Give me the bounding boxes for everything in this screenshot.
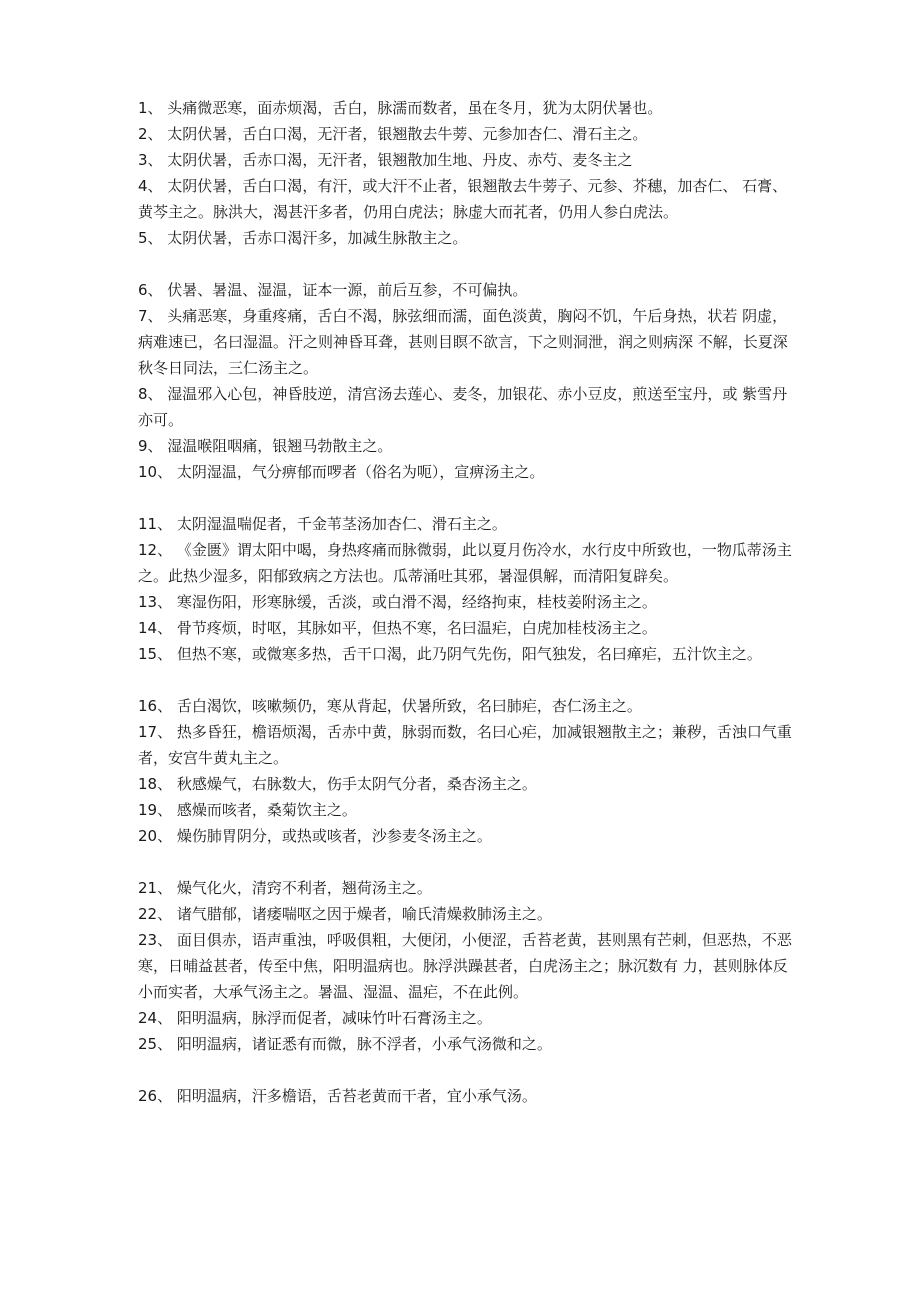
list-item: 12、 《金匮》谓太阳中喝，身热疼痛而脉微弱，此以夏月伤冷水，水行皮中所致也，一物瓜蒂汤主之。此热少湿多，阳郁致病之方法也。瓜蒂涌吐其邪，暑湿俱解，而清阳复辟矣。 (138, 541, 792, 585)
list-item: 25、 阳明温病，诸证悉有而微，脉不浮者，小承气汤微和之。 (138, 1035, 552, 1053)
list-item: 11、 太阴湿温喘促者，千金苇茎汤加杏仁、滑石主之。 (138, 515, 507, 533)
list-item: 26、 阳明温病，汗多檐语，舌苔老黄而干者，宜小承气汤。 (138, 1087, 537, 1105)
list-item: 20、 燥伤肺胃阴分，或热或咳者，沙参麦冬汤主之。 (138, 827, 492, 845)
paragraph-gap (138, 251, 798, 277)
list-item: 19、 感燥而咳者，桑菊饮主之。 (138, 801, 357, 819)
paragraph-gap (138, 667, 798, 693)
list-item: 22、 诸气腊郁，诸痿喘呕之因于燥者，喻氏清燥救肺汤主之。 (138, 905, 552, 923)
list-item: 16、 舌白渴饮，咳嗽频仍，寒从背起，伏暑所致，名曰肺疟，杏仁汤主之。 (138, 697, 642, 715)
list-item: 4、 太阴伏暑，舌白口渴，有汗，或大汗不止者，银翘散去牛蒡子、元参、芥穗，加杏仁、 石膏、黄芩主之。脉洪大，渴甚汗多者，仍用白虎法；脉虚大而芤者，仍用人参白虎法。 (138, 177, 788, 221)
list-item: 7、 头痛恶寒，身重疼痛，舌白不渴，脉弦细而濡，面色淡黄，胸闷不饥，午后身热，状若 阴虚，病难速已，名曰湿温。汗之则神昏耳聋，甚则目瞑不欲言，下之则洞泄，润之则病深 不解，长夏深秋冬日同法，三仁汤主之。 (138, 307, 788, 377)
list-item: 3、 太阴伏暑，舌赤口渴，无汗者，银翘散加生地、丹皮、赤芍、麦冬主之 (138, 151, 633, 169)
paragraph-gap (138, 485, 798, 511)
list-item: 15、 但热不寒，或微寒多热，舌干口渴，此乃阴气先伤，阳气独发，名曰瘅疟，五汁饮主之。 (138, 645, 762, 663)
document-page (138, 95, 798, 1109)
list-item: 9、 湿温喉阻咽痛，银翘马勃散主之。 (138, 437, 393, 455)
list-item: 6、 伏暑、暑温、湿温，证本一源，前后互参，不可偏执。 (138, 281, 528, 299)
list-item: 2、 太阴伏暑，舌白口渴，无汗者，银翘散去牛蒡、元参加杏仁、滑石主之。 (138, 125, 648, 143)
list-item: 5、 太阴伏暑，舌赤口渴汗多，加减生脉散主之。 (138, 229, 468, 247)
paragraph-gap (138, 1057, 798, 1083)
list-item: 18、 秋感燥气，右脉数大，伤手太阴气分者，桑杏汤主之。 (138, 775, 537, 793)
list-item: 21、 燥气化火，清窍不利者，翘荷汤主之。 (138, 879, 432, 897)
list-item: 1、 头痛微恶寒，面赤烦渴，舌白，脉濡而数者，虽在冬月，犹为太阴伏暑也。 (138, 99, 663, 117)
list-item: 14、 骨节疼烦，时呕，其脉如平，但热不寒，名曰温疟，白虎加桂枝汤主之。 (138, 619, 657, 637)
list-item: 13、 寒湿伤阳，形寒脉缓，舌淡，或白滑不渴，经络拘束，桂枝姜附汤主之。 (138, 593, 657, 611)
list-item: 10、 太阴湿温，气分痹郁而啰者（俗名为呃），宣痹汤主之。 (138, 463, 545, 481)
paragraph-gap (138, 849, 798, 875)
list-item: 17、 热多昏狂，檐语烦渴，舌赤中黄，脉弱而数，名曰心疟，加减银翘散主之；兼秽，舌浊口气重者，安宫牛黄丸主之。 (138, 723, 792, 767)
list-item: 23、 面目俱赤，语声重浊，呼吸俱粗，大便闭，小便涩，舌苔老黄，甚则黑有芒刺，但恶热，不恶寒，日晡益甚者，传至中焦，阳明温病也。脉浮洪躁甚者，白虎汤主之；脉沉数有 力，甚则脉体反小而实者，大承气汤主之。暑温、湿温、温疟，不在此例。 (138, 931, 792, 1001)
list-item: 8、 湿温邪入心包，神昏肢逆，清宫汤去莲心、麦冬，加银花、赤小豆皮，煎送至宝丹，或 紫雪丹亦可。 (138, 385, 788, 429)
list-item: 24、 阳明温病，脉浮而促者，减味竹叶石膏汤主之。 (138, 1009, 492, 1027)
